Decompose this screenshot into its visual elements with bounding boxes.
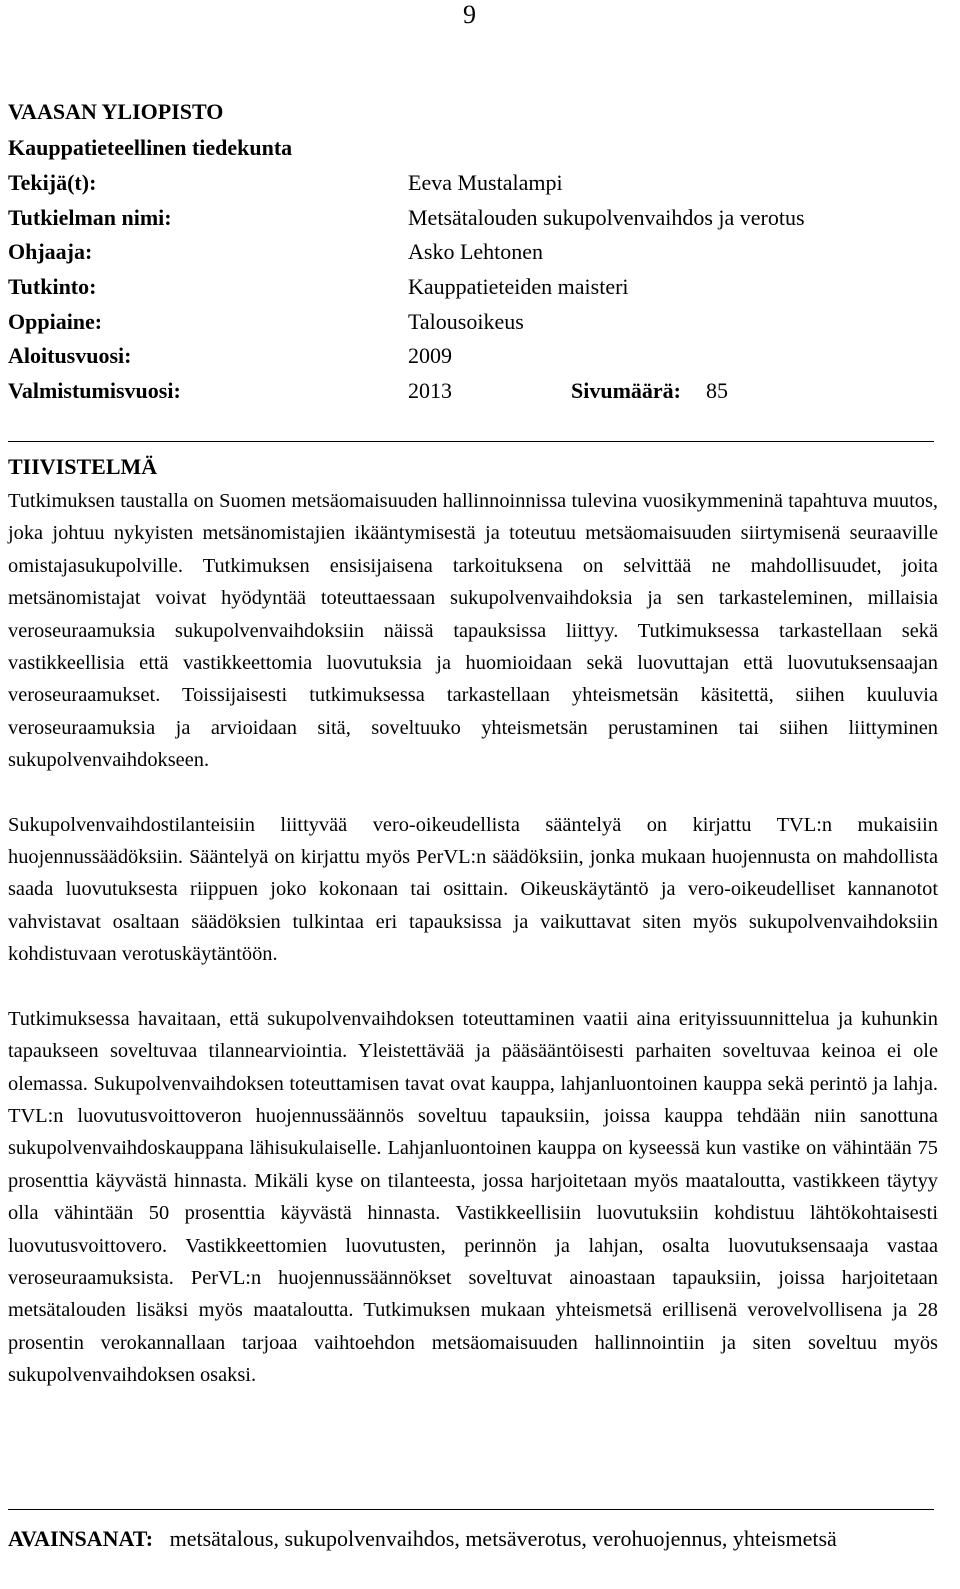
keywords-label: AVAINSANAT: bbox=[8, 1526, 154, 1551]
page-count-value: 85 bbox=[706, 378, 728, 404]
start-year-label: Aloitusvuosi: bbox=[8, 343, 132, 369]
abstract-paragraph: Tutkimuksessa havaitaan, että sukupolvenvaihdoksen toteuttaminen vaatii aina erityissuunnittelua ja kuhunkin tapaukseen soveltuvaa tilannearviointia. Yleistettävää ja pääsääntöisesti parhaiten soveltuvaa keinoa ei ole olemassa. Sukupolvenvaihdoksen toteuttamisen tavat ovat kauppa, lahjanluontoinen kauppa sekä perintö ja lahja. TVL:n luovutusvoittoveron huojennussäännös soveltuu tapauksiin, joissa kauppa tehdään niin sanottuna sukupolvenvaihdoskauppana lähisukulaiselle. Lahjanluontoinen kauppa on kyseessä kun vastike on vähintään 75 prosenttia käyvästä hinnasta. Mikäli kyse on tilanteesta, jossa harjoitetaan myös maataloutta, vastikkeen täytyy olla vähintään 50 prosenttia käyvästä hinnasta. Vastikkeellisiin luovutuksiin kohdistuu lähtökohtaisesti luovutusvoittovero. Vastikkeettomien luovutusten, perinnön ja lahjan, osalta luovutuksensaaja vastaa veroseuraamuksista. PerVL:n huojennussäännökset soveltuvat ainoastaan tapauksiin, joissa harjoitetaan metsätalouden lisäksi myös maataloutta. Tutkimuksen mukaan yhteismetsä erillisenä verovelvollisena ja 28 prosentin verokannallaan tarjoaa vaihtoehdon metsäomaisuuden hallinnointiin ja siten soveltuu myös sukupolvenvaihdoksen osaksi. bbox=[8, 1007, 938, 1387]
graduation-year-row bbox=[8, 374, 948, 409]
university-name: VAASAN YLIOPISTO bbox=[8, 99, 224, 124]
page-number: 9 bbox=[463, 0, 476, 29]
major-value: Talousoikeus bbox=[408, 308, 524, 334]
keywords-section bbox=[8, 1522, 938, 1556]
start-year-value: 2009 bbox=[408, 343, 452, 369]
faculty-name: Kauppatieteellinen tiedekunta bbox=[8, 135, 293, 160]
supervisor-label: Ohjaaja: bbox=[8, 239, 93, 265]
degree-row bbox=[8, 270, 948, 305]
header-divider bbox=[8, 441, 934, 442]
supervisor-row bbox=[8, 235, 948, 270]
abstract-paragraph: Sukupolvenvaihdostilanteisiin liittyvää vero-oikeudellista sääntelyä on kirjattu TVL:n mukaisiin huojennussäädöksiin. Sääntelyä on kirjattu myös PerVL:n säädöksiin, jonka mukaan huojennusta on mahdollista saada luovutuksesta riippuen joko kokonaan tai osittain. Oikeuskäytäntö ja vero-oikeudelliset kannanotot vahvistavat osaltaan säädöksien tulkintaa eri tapauksissa ja vaikuttavat siten myös sukupolvenvaihdoksiin kohdistuvaan verotuskäytäntöön. bbox=[8, 813, 938, 966]
graduation-year-label: Valmistumisvuosi: bbox=[8, 378, 181, 404]
abstract-heading: TIIVISTELMÄ bbox=[8, 454, 158, 479]
author-row bbox=[8, 166, 948, 201]
start-year-row bbox=[8, 339, 948, 374]
thesis-title-value: Metsätalouden sukupolvenvaihdos ja verotus bbox=[408, 204, 805, 230]
graduation-year-value: 2013 bbox=[408, 378, 452, 404]
keywords-divider bbox=[8, 1509, 934, 1510]
author-label: Tekijä(t): bbox=[8, 170, 97, 195]
abstract-paragraph: Tutkimuksen taustalla on Suomen metsäomaisuuden hallinnoinnissa tulevina vuosikymmeninä tapahtuva muutos, joka johtuu nykyisten metsänomistajien ikääntymisestä ja toteutuu metsäomaisuuden siirtymisenä seuraaville omistajasukupolville. Tutkimuksen ensisijaisena tarkoituksena on selvittää ne mahdollisuudet, joita metsänomistajat voivat hyödyntää toteuttaessaan sukupolvenvaihdoksia ja sen tarkasteleminen, millaisia veroseuraamuksia sukupolvenvaihdoksiin näissä tapauksissa liittyy. Tutkimuksessa tarkastellaan sekä vastikkeellisia että vastikkeettomia luovutuksia ja huomioidaan sekä luovuttajan että luovutuksensaajan veroseuraamukset. Toissijaisesti tutkimuksessa tarkastellaan yhteismetsän käsitettä, siihen kuuluvia veroseuraamuksia ja arvioidaan sitä, soveltuuko yhteismetsän perustaminen tai siihen liittyminen sukupolvenvaihdokseen. bbox=[8, 490, 938, 772]
major-row bbox=[8, 305, 948, 340]
author-value: Eeva Mustalampi bbox=[408, 170, 563, 195]
degree-label: Tutkinto: bbox=[8, 274, 97, 300]
page-count-label: Sivumäärä: bbox=[571, 378, 681, 404]
major-label: Oppiaine: bbox=[8, 308, 103, 334]
degree-value: Kauppatieteiden maisteri bbox=[408, 274, 629, 300]
thesis-title-label: Tutkielman nimi: bbox=[8, 204, 172, 230]
thesis-title-row bbox=[8, 201, 948, 236]
thesis-info-header bbox=[8, 94, 948, 409]
abstract-section bbox=[8, 449, 938, 1392]
supervisor-value: Asko Lehtonen bbox=[408, 239, 544, 265]
keywords-value: metsätalous, sukupolvenvaihdos, metsäverotus, verohuojennus, yhteismetsä bbox=[169, 1526, 837, 1551]
